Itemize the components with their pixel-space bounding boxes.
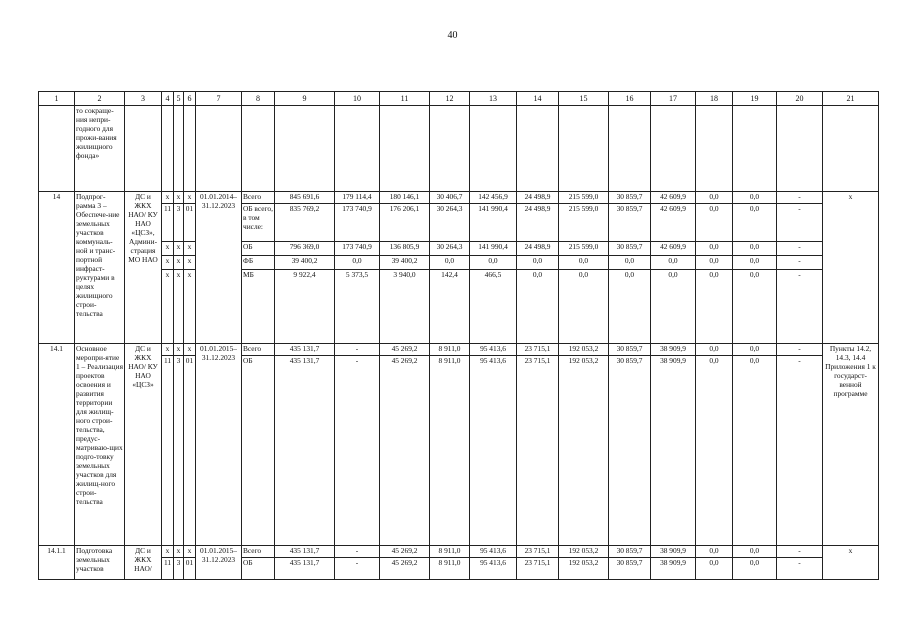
code-col-5: х: [174, 270, 184, 344]
table-row: [39, 558, 879, 580]
column-header-18: 18: [696, 92, 733, 106]
value-col-17: 38 909,9: [651, 344, 696, 356]
code-col-4: 11: [162, 558, 174, 580]
code-col-4: х: [162, 270, 174, 344]
value-col-13: 466,5: [470, 270, 517, 344]
column-header-4: 4: [162, 92, 174, 106]
column-header-15: 15: [559, 92, 609, 106]
funding-source: ОБ: [242, 356, 275, 546]
value-col-9: 835 769,2: [275, 204, 335, 242]
value-col-16: 30 859,7: [609, 242, 651, 256]
code-col-5: 3: [174, 558, 184, 580]
value-col-11: 176 206,1: [380, 204, 430, 242]
table-row: [39, 256, 879, 270]
value-col-13: 95 413,6: [470, 558, 517, 580]
row-name: Подпрог-рамма 3 – Обеспече-ние земельных участков коммуналь-ной и транс-портной инфраст-руктурами в целях жилищного строи-тельства: [75, 192, 125, 344]
code-col-6: х: [184, 242, 196, 256]
value-col-12: 8 911,0: [430, 344, 470, 356]
funding-source: МБ: [242, 270, 275, 344]
value-col-13: 95 413,6: [470, 356, 517, 546]
value-col-9: 796 369,0: [275, 242, 335, 256]
column-header-8: 8: [242, 92, 275, 106]
value-col-16: 30 859,7: [609, 344, 651, 356]
value-col-15: 215 599,0: [559, 192, 609, 204]
row-number: 14: [39, 192, 75, 344]
value-col-11: 39 400,2: [380, 256, 430, 270]
page-number: 40: [447, 30, 458, 41]
value-col-13: 95 413,6: [470, 344, 517, 356]
value-col-20: -: [777, 256, 823, 270]
row-name: Основное меропри-ятие 1 – Реализация проектов освоения и развития территории для жилищ-ного строи-тельства, предус-матриваю-щих подго-товку земельных участков для жилищ-ного строи-тельства: [75, 344, 125, 546]
value-col-13: 141 990,4: [470, 242, 517, 256]
column-header-20: 20: [777, 92, 823, 106]
value-col-18: 0,0: [696, 344, 733, 356]
value-col-10: -: [335, 558, 380, 580]
row-executor: ДС и ЖКХ НАО/ КУ НАО «ЦСЗ», Админи-страция МО НАО: [125, 192, 162, 344]
column-header-16: 16: [609, 92, 651, 106]
value-col-20: -: [777, 204, 823, 242]
value-col-16: 0,0: [609, 256, 651, 270]
value-col-19: 0,0: [733, 204, 777, 242]
value-col-10: 179 114,4: [335, 192, 380, 204]
column-header-2: 2: [75, 92, 125, 106]
funding-source: ОБ всего, в том числе:: [242, 204, 275, 242]
funding-source: ОБ: [242, 242, 275, 256]
value-col-10: 173 740,9: [335, 242, 380, 256]
funding-source: ОБ: [242, 558, 275, 580]
value-col-14: 23 715,1: [517, 356, 559, 546]
code-col-6: 01: [184, 356, 196, 546]
column-header-17: 17: [651, 92, 696, 106]
row-name: Подготовка земельных участков: [75, 546, 125, 580]
value-col-20: -: [777, 270, 823, 344]
funding-source: Всего: [242, 344, 275, 356]
value-col-9: 435 131,7: [275, 546, 335, 558]
value-col-19: 0,0: [733, 344, 777, 356]
value-col-18: 0,0: [696, 546, 733, 558]
funding-source: Всего: [242, 546, 275, 558]
code-col-6: 01: [184, 558, 196, 580]
row-group-14-1: [39, 344, 879, 546]
continuation-name: то сокраще-ния непри-годного для прожи-вания жилищного фонда»: [75, 106, 125, 192]
value-col-12: 8 911,0: [430, 356, 470, 546]
code-col-4: х: [162, 256, 174, 270]
value-col-18: 0,0: [696, 204, 733, 242]
code-col-6: х: [184, 192, 196, 204]
code-col-4: х: [162, 242, 174, 256]
value-col-16: 30 859,7: [609, 192, 651, 204]
value-col-17: 42 609,9: [651, 242, 696, 256]
table-row: [39, 546, 879, 558]
table-row: [39, 204, 879, 242]
value-col-11: 180 146,1: [380, 192, 430, 204]
value-col-11: 3 940,0: [380, 270, 430, 344]
value-col-16: 30 859,7: [609, 546, 651, 558]
table-row: [39, 270, 879, 344]
value-col-15: 0,0: [559, 256, 609, 270]
value-col-11: 45 269,2: [380, 546, 430, 558]
row-number: 14.1.1: [39, 546, 75, 580]
value-col-18: 0,0: [696, 558, 733, 580]
value-col-9: 435 131,7: [275, 356, 335, 546]
value-col-13: 95 413,6: [470, 546, 517, 558]
value-col-12: 30 264,3: [430, 204, 470, 242]
code-col-5: х: [174, 242, 184, 256]
value-col-9: 9 922,4: [275, 270, 335, 344]
column-header-1: 1: [39, 92, 75, 106]
row-reference: х: [823, 546, 879, 580]
value-col-15: 215 599,0: [559, 242, 609, 256]
value-col-10: -: [335, 546, 380, 558]
value-col-10: 5 373,5: [335, 270, 380, 344]
code-col-5: 3: [174, 204, 184, 242]
code-col-6: х: [184, 270, 196, 344]
row-group-14: [39, 192, 879, 344]
value-col-19: 0,0: [733, 558, 777, 580]
value-col-20: -: [777, 242, 823, 256]
value-col-13: 141 990,4: [470, 204, 517, 242]
value-col-14: 23 715,1: [517, 558, 559, 580]
funding-source: ФБ: [242, 256, 275, 270]
value-col-16: 0,0: [609, 270, 651, 344]
table-row: [39, 356, 879, 546]
value-col-11: 45 269,2: [380, 558, 430, 580]
value-col-14: 0,0: [517, 256, 559, 270]
value-col-13: 0,0: [470, 256, 517, 270]
code-col-6: 01: [184, 204, 196, 242]
table-row: [39, 192, 879, 204]
value-col-17: 0,0: [651, 256, 696, 270]
column-header-12: 12: [430, 92, 470, 106]
row-period: 01.01.2015– 31.12.2023: [196, 344, 242, 546]
value-col-19: 0,0: [733, 546, 777, 558]
value-col-19: 0,0: [733, 356, 777, 546]
row-reference: х: [823, 192, 879, 344]
value-col-12: 30 406,7: [430, 192, 470, 204]
header-row: [39, 92, 879, 106]
code-col-4: 11: [162, 204, 174, 242]
value-col-11: 136 805,9: [380, 242, 430, 256]
value-col-14: 23 715,1: [517, 546, 559, 558]
value-col-19: 0,0: [733, 192, 777, 204]
value-col-18: 0,0: [696, 270, 733, 344]
value-col-15: 192 053,2: [559, 356, 609, 546]
continuation-row: [39, 106, 879, 192]
code-col-6: х: [184, 344, 196, 356]
value-col-14: 24 498,9: [517, 192, 559, 204]
value-col-11: 45 269,2: [380, 356, 430, 546]
value-col-14: 24 498,9: [517, 204, 559, 242]
value-col-9: 435 131,7: [275, 344, 335, 356]
value-col-14: 23 715,1: [517, 344, 559, 356]
value-col-12: 30 264,3: [430, 242, 470, 256]
value-col-9: 39 400,2: [275, 256, 335, 270]
code-col-6: х: [184, 256, 196, 270]
code-col-5: х: [174, 546, 184, 558]
table-row: [39, 242, 879, 256]
value-col-15: 192 053,2: [559, 344, 609, 356]
column-header-13: 13: [470, 92, 517, 106]
value-col-17: 38 909,9: [651, 558, 696, 580]
value-col-16: 30 859,7: [609, 558, 651, 580]
value-col-17: 42 609,9: [651, 204, 696, 242]
code-col-6: х: [184, 546, 196, 558]
value-col-19: 0,0: [733, 270, 777, 344]
value-col-18: 0,0: [696, 242, 733, 256]
value-col-18: 0,0: [696, 356, 733, 546]
value-col-15: 192 053,2: [559, 558, 609, 580]
code-col-4: х: [162, 344, 174, 356]
code-col-5: х: [174, 344, 184, 356]
value-col-11: 45 269,2: [380, 344, 430, 356]
value-col-13: 142 456,9: [470, 192, 517, 204]
code-col-4: 11: [162, 356, 174, 546]
code-col-5: х: [174, 256, 184, 270]
column-header-21: 21: [823, 92, 879, 106]
value-col-9: 845 691,6: [275, 192, 335, 204]
value-col-10: -: [335, 356, 380, 546]
value-col-15: 192 053,2: [559, 546, 609, 558]
column-header-7: 7: [196, 92, 242, 106]
value-col-20: -: [777, 356, 823, 546]
code-col-4: х: [162, 546, 174, 558]
value-col-12: 0,0: [430, 256, 470, 270]
value-col-18: 0,0: [696, 256, 733, 270]
code-col-5: 3: [174, 356, 184, 546]
value-col-20: -: [777, 558, 823, 580]
value-col-17: 38 909,9: [651, 356, 696, 546]
row-reference: Пункты 14.2, 14.3, 14.4 Приложения 1 к государст-венной программе: [823, 344, 879, 546]
column-header-3: 3: [125, 92, 162, 106]
row-period: 01.01.2015– 31.12.2023: [196, 546, 242, 580]
row-period: 01.01.2014– 31.12.2023: [196, 192, 242, 344]
column-header-11: 11: [380, 92, 430, 106]
value-col-20: -: [777, 546, 823, 558]
value-col-17: 38 909,9: [651, 546, 696, 558]
value-col-12: 142,4: [430, 270, 470, 344]
value-col-17: 42 609,9: [651, 192, 696, 204]
value-col-10: 0,0: [335, 256, 380, 270]
value-col-12: 8 911,0: [430, 558, 470, 580]
row-executor: ДС и ЖКХ НАО/ КУ НАО «ЦСЗ»: [125, 344, 162, 546]
value-col-20: -: [777, 192, 823, 204]
budget-table: [38, 91, 879, 580]
code-col-5: х: [174, 192, 184, 204]
value-col-12: 8 911,0: [430, 546, 470, 558]
value-col-9: 435 131,7: [275, 558, 335, 580]
value-col-16: 30 859,7: [609, 356, 651, 546]
value-col-15: 215 599,0: [559, 204, 609, 242]
value-col-15: 0,0: [559, 270, 609, 344]
value-col-14: 0,0: [517, 270, 559, 344]
row-group-14-1-1: [39, 546, 879, 580]
value-col-19: 0,0: [733, 242, 777, 256]
value-col-20: -: [777, 344, 823, 356]
column-header-9: 9: [275, 92, 335, 106]
column-header-19: 19: [733, 92, 777, 106]
column-header-14: 14: [517, 92, 559, 106]
column-header-10: 10: [335, 92, 380, 106]
value-col-16: 30 859,7: [609, 204, 651, 242]
value-col-18: 0,0: [696, 192, 733, 204]
value-col-17: 0,0: [651, 270, 696, 344]
code-col-4: х: [162, 192, 174, 204]
value-col-10: -: [335, 344, 380, 356]
value-col-10: 173 740,9: [335, 204, 380, 242]
row-executor: ДС и ЖКХ НАО/: [125, 546, 162, 580]
row-number: 14.1: [39, 344, 75, 546]
value-col-19: 0,0: [733, 256, 777, 270]
funding-source: Всего: [242, 192, 275, 204]
table-row: [39, 344, 879, 356]
value-col-14: 24 498,9: [517, 242, 559, 256]
column-header-6: 6: [184, 92, 196, 106]
column-header-5: 5: [174, 92, 184, 106]
